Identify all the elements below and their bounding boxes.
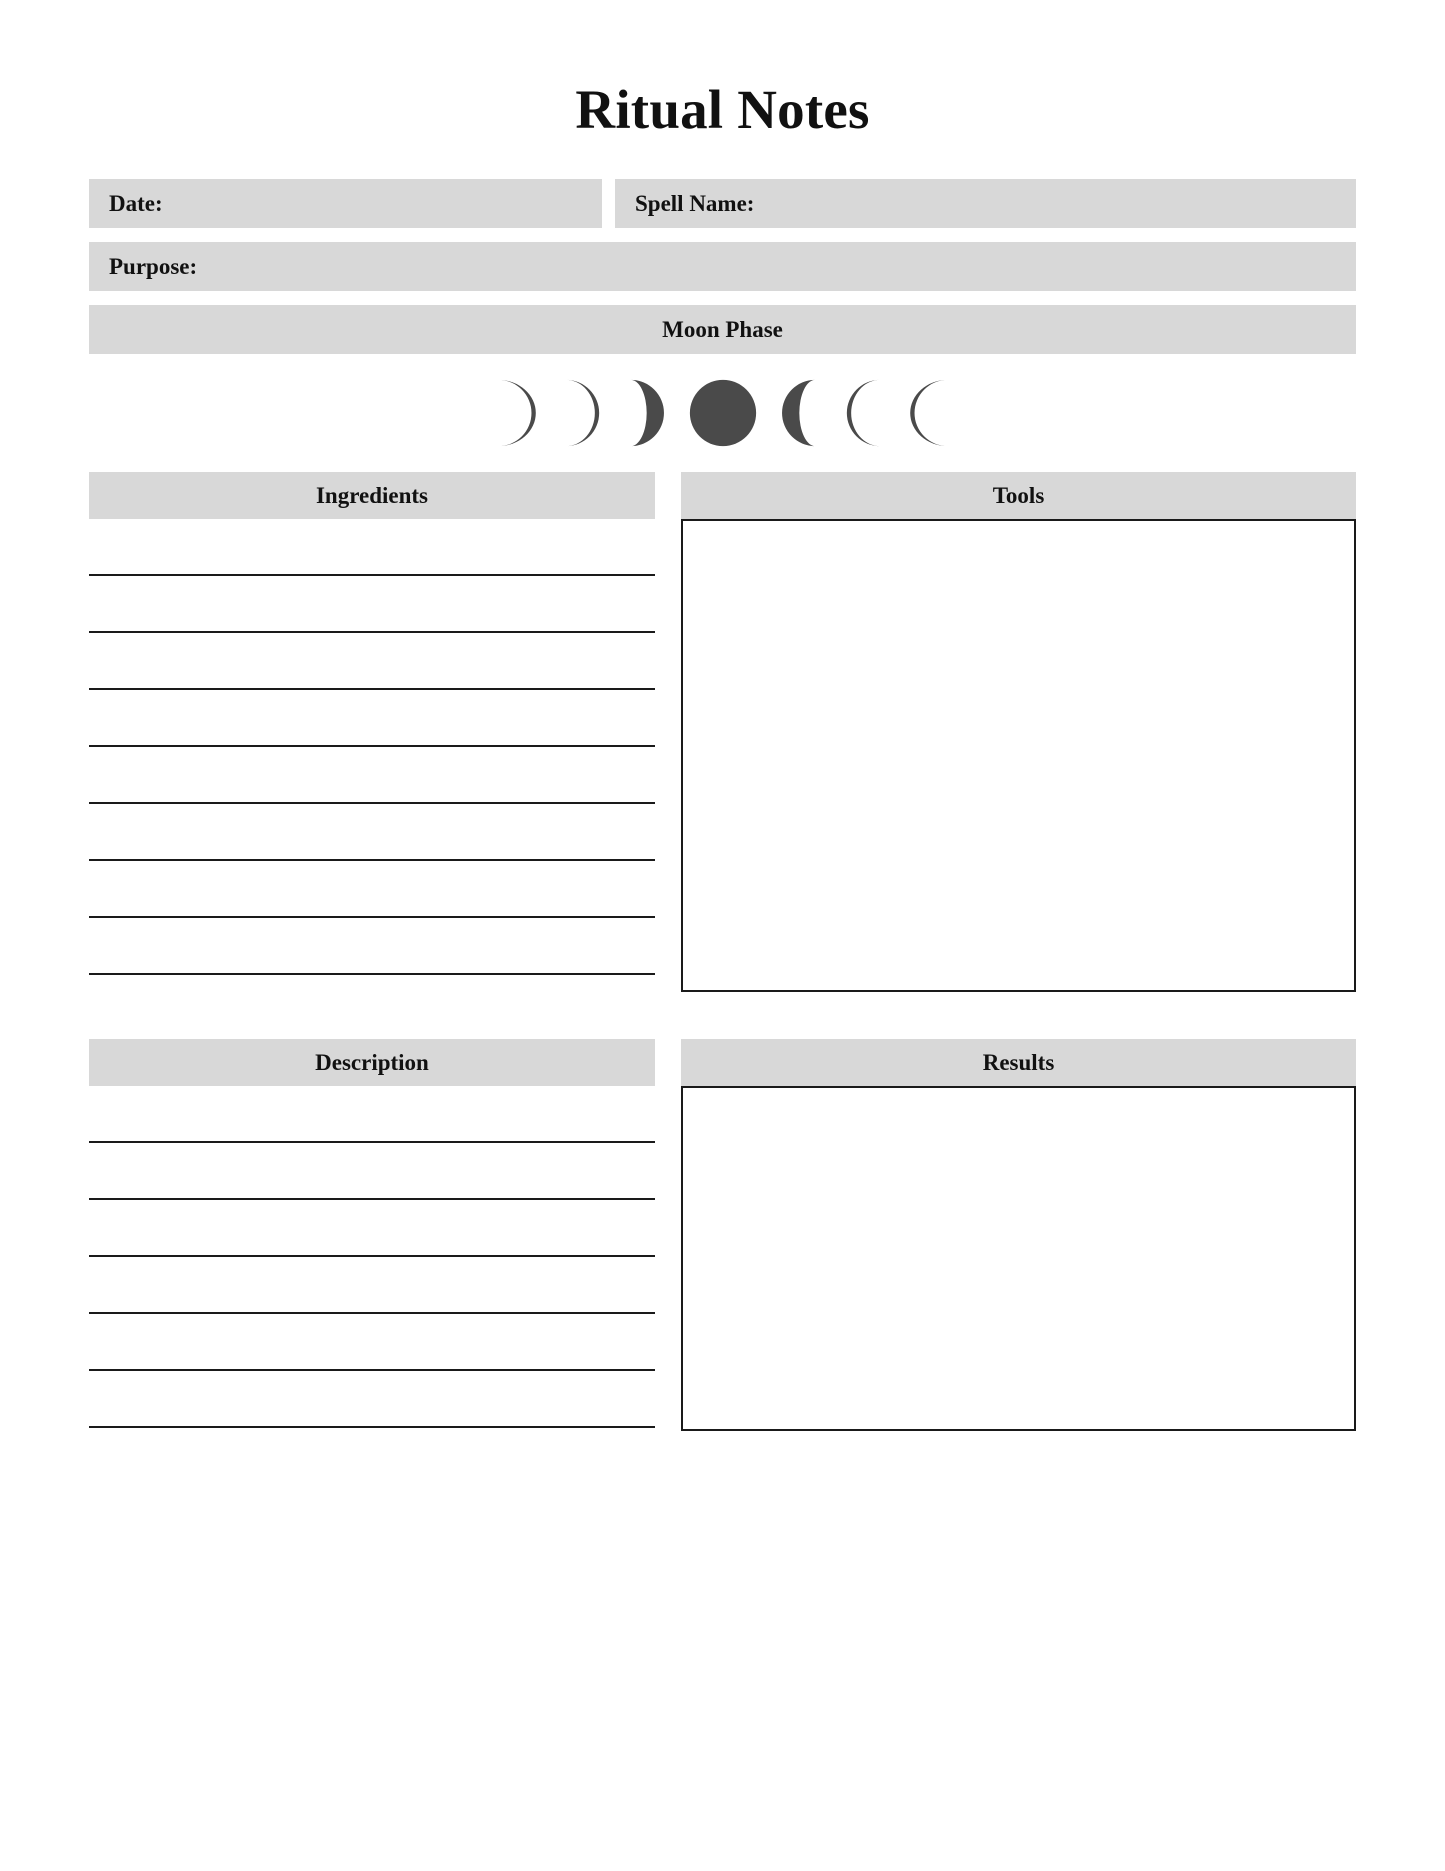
waning-crescent-right-thin-icon[interactable] [471,377,543,449]
tools-heading-label: Tools [992,482,1045,508]
full-moon-icon[interactable] [687,377,759,449]
ingredients-heading [89,472,655,519]
description-heading-label: Description [315,1049,429,1075]
moon-phase-heading-label: Moon Phase [662,316,783,342]
description-section [89,1039,655,1431]
waning-gibbous-icon[interactable] [759,377,831,449]
description-line[interactable] [89,1371,655,1428]
tools-section [681,472,1356,992]
waxing-gibbous-icon[interactable] [615,377,687,449]
ingredient-line[interactable] [89,747,655,804]
ingredient-line[interactable] [89,804,655,861]
results-heading-label: Results [982,1049,1055,1075]
description-line[interactable] [89,1143,655,1200]
ingredient-line[interactable] [89,576,655,633]
description-results-row [89,1039,1356,1431]
ingredient-line[interactable] [89,861,655,918]
spell-name-label: Spell Name: [635,190,755,216]
tools-heading [681,472,1356,519]
results-heading [681,1039,1356,1086]
description-line[interactable] [89,1257,655,1314]
results-section [681,1039,1356,1431]
ingredient-line[interactable] [89,918,655,975]
ingredient-line[interactable] [89,690,655,747]
results-input-box[interactable] [681,1086,1356,1431]
ingredient-line[interactable] [89,519,655,576]
ingredients-lines [89,519,655,975]
description-line[interactable] [89,1086,655,1143]
description-line[interactable] [89,1200,655,1257]
tools-input-box[interactable] [681,519,1356,992]
waning-crescent-thin-icon[interactable] [903,377,975,449]
ingredients-section [89,472,655,992]
waxing-crescent-icon[interactable] [543,377,615,449]
date-spell-row [89,179,1356,228]
waning-crescent-icon[interactable] [831,377,903,449]
ingredients-heading-label: Ingredients [315,482,429,508]
page-title: Ritual Notes [575,79,870,140]
purpose-label: Purpose: [109,253,198,279]
purpose-field[interactable] [89,242,1356,291]
date-label: Date: [109,190,163,216]
description-heading [89,1039,655,1086]
spell-name-field[interactable] [615,179,1356,228]
ingredient-line[interactable] [89,633,655,690]
ingredients-tools-row [89,472,1356,992]
moon-phase-selector[interactable] [89,354,1356,472]
date-field[interactable] [89,179,602,228]
description-line[interactable] [89,1314,655,1371]
description-lines [89,1086,655,1428]
moon-phase-heading [89,305,1356,354]
